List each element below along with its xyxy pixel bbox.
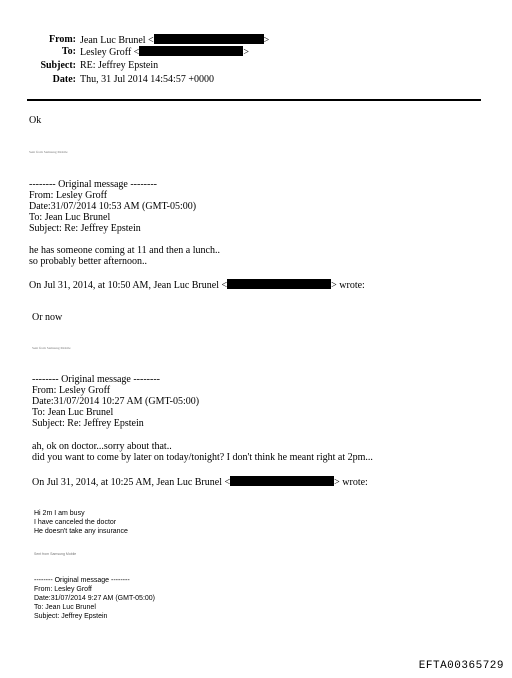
original-date: Date:31/07/2014 10:53 AM (GMT-05:00) xyxy=(29,201,197,212)
original-date: Date:31/07/2014 10:27 AM (GMT-05:00) xyxy=(32,396,200,407)
from-label: From: xyxy=(48,34,76,45)
original-message-1 xyxy=(29,179,196,234)
original-message-2 xyxy=(32,374,199,429)
body-line: He doesn't take any insurance xyxy=(34,528,128,535)
original-to: To: Jean Luc Brunel xyxy=(29,212,111,223)
body-line: I have canceled the doctor xyxy=(34,519,117,526)
body-line: so probably better afternoon.. xyxy=(29,256,148,267)
header-subject-row xyxy=(0,60,300,72)
header-to-row xyxy=(0,46,300,58)
header-divider xyxy=(27,99,481,101)
original-divider: -------- Original message -------- xyxy=(32,374,160,385)
original-1-body xyxy=(29,245,220,267)
original-divider: -------- Original message -------- xyxy=(34,577,130,584)
body-line: did you want to come by later on today/tonight? I don't think he meant right at 2pm... xyxy=(32,452,373,463)
subject-label: Subject: xyxy=(40,60,76,71)
body-line: ah, ok on doctor...sorry about that.. xyxy=(32,441,172,452)
wrote-line: On Jul 31, 2014, at 10:50 AM, Jean Luc Brunel < > wrote: xyxy=(29,280,365,291)
to-label: To: xyxy=(61,46,76,57)
original-2-body xyxy=(32,441,373,463)
document-id: EFTA00365729 xyxy=(418,660,504,672)
body-line: Hi 2m I am busy xyxy=(34,510,85,517)
header-date-row xyxy=(0,74,300,86)
to-value: Lesley Groff < > xyxy=(80,47,249,58)
from-value: Jean Luc Brunel < > xyxy=(80,35,270,46)
wrote-line: On Jul 31, 2014, at 10:25 AM, Jean Luc Brunel < > wrote: xyxy=(32,477,368,488)
original-divider: -------- Original message -------- xyxy=(29,179,157,190)
reply-text: Ok xyxy=(29,115,42,126)
date-label: Date: xyxy=(52,74,76,85)
body-line: he has someone coming at 11 and then a lunch.. xyxy=(29,245,220,256)
sent-from-signature: Sent from Samsung Mobile xyxy=(34,552,77,556)
original-from: From: Lesley Groff xyxy=(29,190,108,201)
original-from: From: Lesley Groff xyxy=(32,385,111,396)
subject-value: RE: Jeffrey Epstein xyxy=(80,60,159,71)
reply-text: Or now xyxy=(32,312,63,323)
header-from-row xyxy=(0,34,300,46)
original-subject: Subject: Re: Jeffrey Epstein xyxy=(32,418,144,429)
original-to: To: Jean Luc Brunel xyxy=(32,407,114,418)
sent-from-signature: Sent from Samsung Mobile xyxy=(29,150,68,154)
redaction-box xyxy=(230,476,334,486)
sent-from-signature: Sent from Samsung Mobile xyxy=(32,346,71,350)
redaction-box xyxy=(154,34,264,44)
redaction-box xyxy=(139,46,243,56)
original-subject: Subject: Re: Jeffrey Epstein xyxy=(29,223,141,234)
redaction-box xyxy=(227,279,331,289)
original-message-3 xyxy=(34,576,155,621)
original-to: To: Jean Luc Brunel xyxy=(34,604,96,611)
original-date: Date:31/07/2014 9:27 AM (GMT-05:00) xyxy=(34,595,156,602)
original-subject: Subject: Jeffrey Epstein xyxy=(34,613,108,620)
original-from: From: Lesley Groff xyxy=(34,586,92,593)
reply-text-3 xyxy=(34,509,128,536)
date-value: Thu, 31 Jul 2014 14:54:57 +0000 xyxy=(80,74,214,85)
